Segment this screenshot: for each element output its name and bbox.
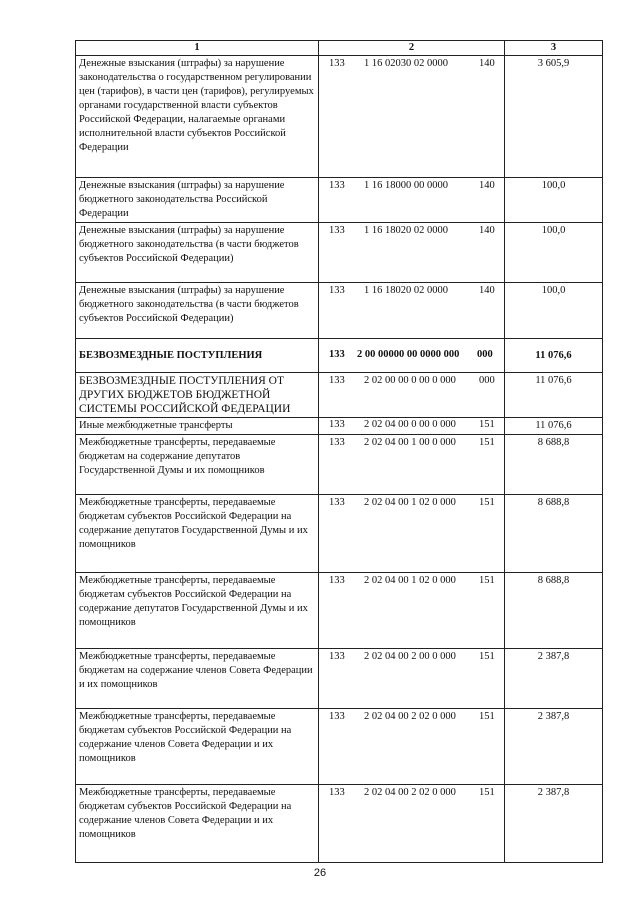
- row-budget-code: 1 16 18000 00 0000: [364, 180, 448, 191]
- row-code-cell: [319, 649, 505, 709]
- table-row: [76, 649, 603, 709]
- row-admin-code: 133: [329, 419, 345, 430]
- table-row: [76, 283, 603, 339]
- row-description: БЕЗВОЗМЕЗДНЫЕ ПОСТУПЛЕНИЯ ОТ ДРУГИХ БЮДЖЕТОВ БЮДЖЕТНОЙ СИСТЕМЫ РОССИЙСКОЙ ФЕДЕРАЦИИ: [76, 373, 319, 418]
- row-budget-code: 2 02 04 00 2 02 0 000: [364, 711, 456, 722]
- table-row-total: [76, 339, 603, 373]
- row-budget-code: 2 00 00000 00 0000 000: [357, 349, 460, 360]
- row-description: Межбюджетные трансферты, передаваемые бюджетам субъектов Российской Федерации на содержание депутатов Государственной Думы и их помощников: [76, 573, 319, 649]
- row-admin-code: 133: [329, 225, 345, 236]
- row-kind-code: 140: [479, 58, 495, 69]
- row-admin-code: 133: [329, 349, 345, 360]
- row-code-cell: [319, 418, 505, 435]
- row-code-cell: [319, 178, 505, 223]
- row-description: Межбюджетные трансферты, передаваемые бюджетам субъектов Российской Федерации на содержание членов Совета Федерации и их помощников: [76, 785, 319, 863]
- row-admin-code: 133: [329, 437, 345, 448]
- row-amount: 11 076,6: [505, 339, 603, 373]
- row-code-cell: [319, 56, 505, 178]
- row-kind-code: 151: [479, 711, 495, 722]
- row-kind-code: 140: [479, 180, 495, 191]
- row-kind-code: 151: [479, 437, 495, 448]
- row-description: Денежные взыскания (штрафы) за нарушение бюджетного законодательства Российской Федерации: [76, 178, 319, 223]
- table-header-row: [76, 41, 603, 56]
- table-row: [76, 573, 603, 649]
- row-amount: 100,0: [505, 178, 603, 223]
- row-kind-code: 151: [479, 651, 495, 662]
- row-description: Иные межбюджетные трансферты: [76, 418, 319, 435]
- row-budget-code: 2 02 04 00 1 00 0 000: [364, 437, 456, 448]
- column-header-1: 1: [76, 41, 319, 56]
- row-budget-code: 1 16 18020 02 0000: [364, 225, 448, 236]
- row-budget-code: 1 16 02030 02 0000: [364, 58, 448, 69]
- row-admin-code: 133: [329, 575, 345, 586]
- row-code-cell: [319, 339, 505, 373]
- row-budget-code: 2 02 04 00 1 02 0 000: [364, 575, 456, 586]
- table-row: [76, 373, 603, 418]
- row-description: Денежные взыскания (штрафы) за нарушение бюджетного законодательства (в части бюджетов субъектов Российской Федерации): [76, 283, 319, 339]
- row-amount: 100,0: [505, 223, 603, 283]
- row-admin-code: 133: [329, 651, 345, 662]
- table-row: [76, 709, 603, 785]
- row-code-cell: [319, 495, 505, 573]
- row-admin-code: 133: [329, 58, 345, 69]
- row-description: Денежные взыскания (штрафы) за нарушение законодательства о государственном регулировании цен (тарифов), в части цен (тарифов), регулируемых органами государственной власти субъектов Российской Федерации, налагаемые органами исполнительной власти субъектов Российской Федерации: [76, 56, 319, 178]
- row-code-cell: [319, 435, 505, 495]
- row-amount: 11 076,6: [505, 373, 603, 418]
- row-code-cell: [319, 283, 505, 339]
- column-header-3: 3: [505, 41, 603, 56]
- row-kind-code: 000: [479, 375, 495, 386]
- row-budget-code: 1 16 18020 02 0000: [364, 285, 448, 296]
- row-budget-code: 2 02 04 00 0 00 0 000: [364, 419, 456, 430]
- table-row: [76, 178, 603, 223]
- column-header-2: 2: [319, 41, 505, 56]
- row-amount: 2 387,8: [505, 709, 603, 785]
- row-code-cell: [319, 223, 505, 283]
- table-row: [76, 495, 603, 573]
- row-kind-code: 151: [479, 787, 495, 798]
- row-admin-code: 133: [329, 711, 345, 722]
- row-kind-code: 151: [479, 497, 495, 508]
- row-budget-code: 2 02 04 00 2 00 0 000: [364, 651, 456, 662]
- row-description: Межбюджетные трансферты, передаваемые бюджетам субъектов Российской Федерации на содержание членов Совета Федерации и их помощников: [76, 709, 319, 785]
- row-description: Денежные взыскания (штрафы) за нарушение бюджетного законодательства (в части бюджетов субъектов Российской Федерации): [76, 223, 319, 283]
- table-row: [76, 418, 603, 435]
- row-description: Межбюджетные трансферты, передаваемые бюджетам на содержание депутатов Государственной Думы и их помощников: [76, 435, 319, 495]
- row-budget-code: 2 02 04 00 1 02 0 000: [364, 497, 456, 508]
- row-budget-code: 2 02 04 00 2 02 0 000: [364, 787, 456, 798]
- row-kind-code: 151: [479, 575, 495, 586]
- row-amount: 8 688,8: [505, 573, 603, 649]
- table-row: [76, 785, 603, 863]
- row-amount: 3 605,9: [505, 56, 603, 178]
- row-description: Межбюджетные трансферты, передаваемые бюджетам субъектов Российской Федерации на содержание депутатов Государственной Думы и их помощников: [76, 495, 319, 573]
- row-budget-code: 2 02 00 00 0 00 0 000: [364, 375, 456, 386]
- revenue-table: [75, 40, 603, 863]
- row-kind-code: 140: [479, 285, 495, 296]
- row-description: Межбюджетные трансферты, передаваемые бюджетам на содержание членов Совета Федерации и их помощников: [76, 649, 319, 709]
- page-number: 26: [313, 867, 327, 879]
- row-code-cell: [319, 785, 505, 863]
- row-code-cell: [319, 373, 505, 418]
- row-kind-code: 000: [477, 349, 493, 360]
- table-row: [76, 223, 603, 283]
- row-amount: 100,0: [505, 283, 603, 339]
- row-amount: 11 076,6: [505, 418, 603, 435]
- row-description: БЕЗВОЗМЕЗДНЫЕ ПОСТУПЛЕНИЯ: [76, 339, 319, 373]
- row-admin-code: 133: [329, 285, 345, 296]
- row-admin-code: 133: [329, 787, 345, 798]
- row-code-cell: [319, 573, 505, 649]
- row-amount: 2 387,8: [505, 649, 603, 709]
- table-row: [76, 435, 603, 495]
- row-kind-code: 151: [479, 419, 495, 430]
- row-admin-code: 133: [329, 180, 345, 191]
- row-amount: 8 688,8: [505, 435, 603, 495]
- row-code-cell: [319, 709, 505, 785]
- row-amount: 2 387,8: [505, 785, 603, 863]
- table-row: [76, 56, 603, 178]
- row-kind-code: 140: [479, 225, 495, 236]
- row-admin-code: 133: [329, 497, 345, 508]
- row-admin-code: 133: [329, 375, 345, 386]
- row-amount: 8 688,8: [505, 495, 603, 573]
